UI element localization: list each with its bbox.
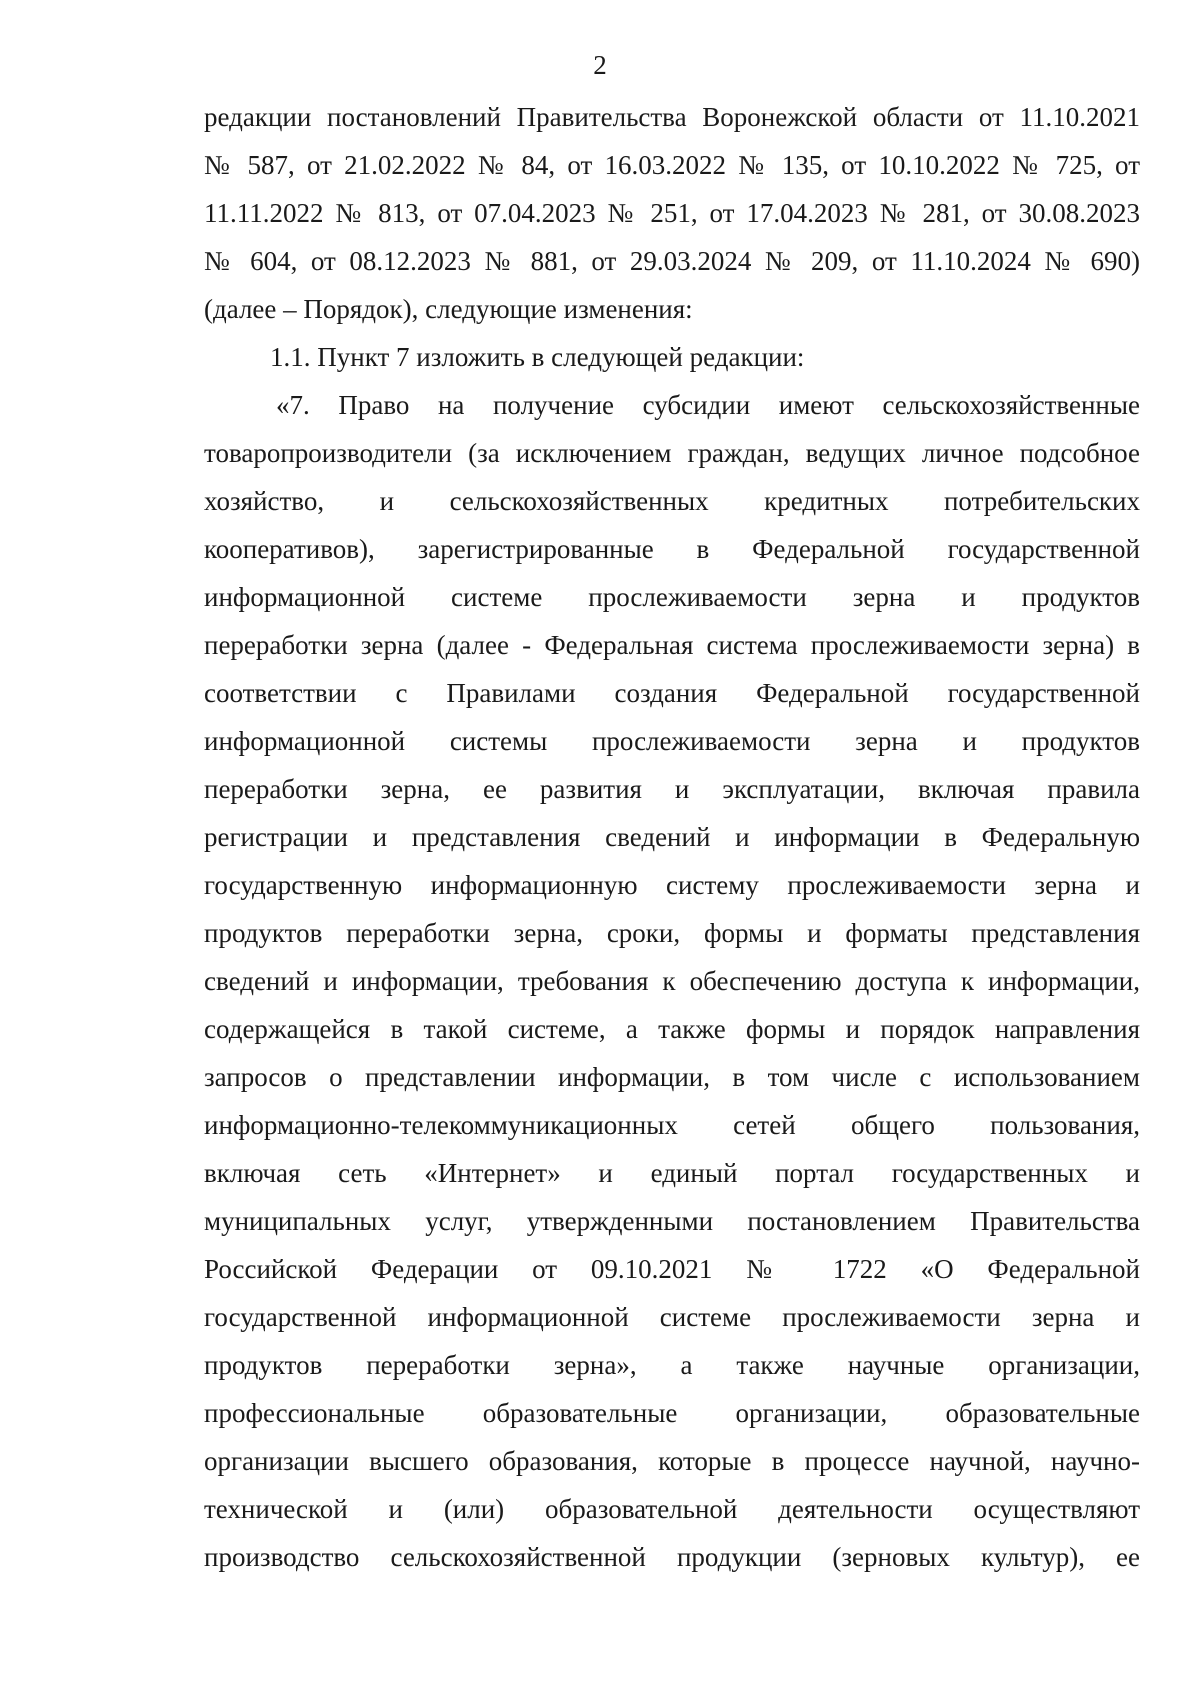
text-line: Российской Федерации от 09.10.2021 № 1722 «О Федеральной (204, 1254, 1140, 1284)
text-line: переработки зерна, ее развития и эксплуатации, включая правила (204, 774, 1140, 804)
text-line: информационно-телекоммуникационных сетей общего пользования, (204, 1110, 1140, 1140)
text-line: регистрации и представления сведений и информации в Федеральную (204, 822, 1140, 852)
text-line: производство сельскохозяйственной продукции (зерновых культур), ее (204, 1542, 1140, 1572)
text-line: «7. Право на получение субсидии имеют сельскохозяйственные (276, 390, 1140, 420)
page-number: 2 (593, 50, 607, 80)
text-line: профессиональные образовательные организации, образовательные (204, 1398, 1140, 1428)
text-line: государственную информационную систему прослеживаемости зерна и (204, 870, 1140, 900)
text-line: № 587, от 21.02.2022 № 84, от 16.03.2022 № 135, от 10.10.2022 № 725, от (204, 150, 1140, 180)
text-line: запросов о представлении информации, в том числе с использованием (204, 1062, 1140, 1092)
text-line: 11.11.2022 № 813, от 07.04.2023 № 251, от 17.04.2023 № 281, от 30.08.2023 (204, 198, 1140, 228)
text-line: содержащейся в такой системе, а также формы и порядок направления (204, 1014, 1140, 1044)
text-line: технической и (или) образовательной деятельности осуществляют (204, 1494, 1140, 1524)
text-line: (далее – Порядок), следующие изменения: (204, 294, 693, 324)
text-line: государственной информационной системе прослеживаемости зерна и (204, 1302, 1140, 1332)
text-line: товаропроизводители (за исключением граждан, ведущих личное подсобное (204, 438, 1140, 468)
text-line: продуктов переработки зерна, сроки, формы и форматы представления (204, 918, 1140, 948)
text-line: № 604, от 08.12.2023 № 881, от 29.03.2024 № 209, от 11.10.2024 № 690) (204, 246, 1140, 276)
text-line: 1.1. Пункт 7 изложить в следующей редакции: (270, 342, 805, 372)
text-line: кооперативов), зарегистрированные в Федеральной государственной (204, 534, 1140, 564)
text-line: переработки зерна (далее - Федеральная система прослеживаемости зерна) в (204, 630, 1140, 660)
text-line: продуктов переработки зерна», а также научные организации, (204, 1350, 1140, 1380)
text-line: информационной системы прослеживаемости зерна и продуктов (204, 726, 1140, 756)
text-line: муниципальных услуг, утвержденными постановлением Правительства (204, 1206, 1140, 1236)
text-line: организации высшего образования, которые в процессе научной, научно- (204, 1446, 1140, 1476)
text-line: соответствии с Правилами создания Федеральной государственной (204, 678, 1140, 708)
text-line: хозяйство, и сельскохозяйственных кредитных потребительских (204, 486, 1140, 516)
document-body (204, 93, 1140, 1581)
text-line: редакции постановлений Правительства Воронежской области от 11.10.2021 (204, 102, 1140, 132)
text-line: сведений и информации, требования к обеспечению доступа к информации, (204, 966, 1140, 996)
text-line: включая сеть «Интернет» и единый портал государственных и (204, 1158, 1140, 1188)
text-line: информационной системе прослеживаемости зерна и продуктов (204, 582, 1140, 612)
